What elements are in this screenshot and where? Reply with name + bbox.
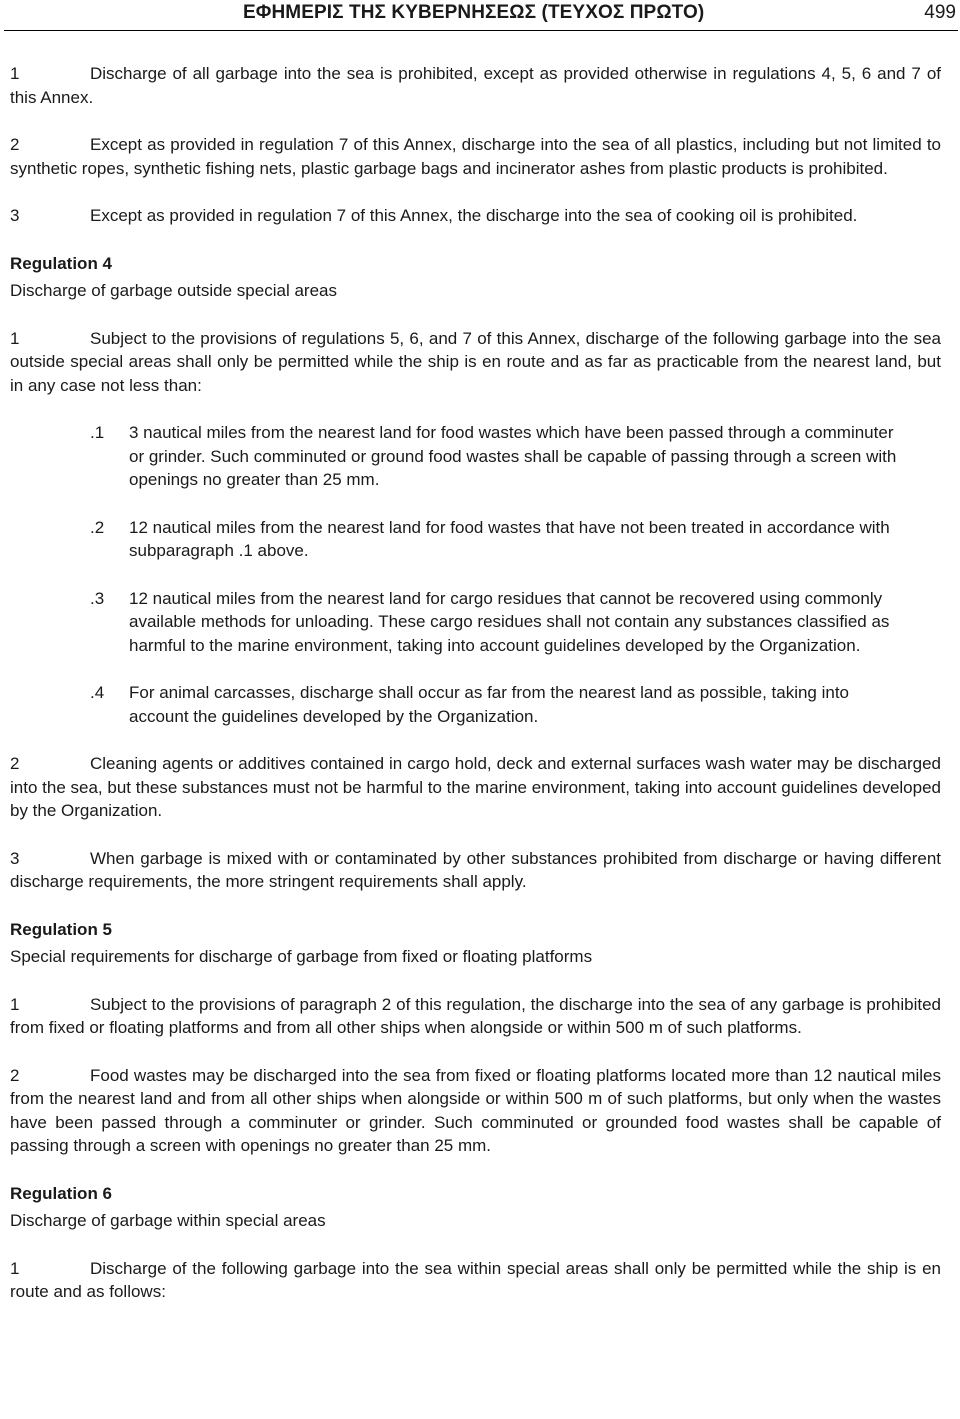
paragraph [10,133,941,180]
regulation-5-subtitle: Special requirements for discharge of garbage from fixed or floating platforms [10,947,593,966]
paragraph-number: 1 [10,994,20,1014]
paragraph-text: Except as provided in regulation 7 of this Annex, the discharge into the sea of cooking oil is prohibited. [90,206,858,225]
subparagraph-text: 12 nautical miles from the nearest land for food wastes that have not been treated in accordance with subparagraph .1 above. [129,517,890,560]
paragraph-number: 2 [10,135,20,154]
regulation-4-subtitle: Discharge of garbage outside special areas [10,281,337,300]
paragraph-text: Subject to the provisions of paragraph 2 of this regulation, the discharge into the sea of any garbage is prohibited from fixed or floating platforms and from all other ships when alongside or within 500 m of such platforms. [10,994,941,1037]
paragraph-number: 1 [10,64,20,83]
subparagraph-number: .1 [90,423,105,442]
regulation-6-subtitle: Discharge of garbage within special areas [10,1211,326,1230]
document-body [10,62,941,1304]
paragraph-number: 2 [10,754,20,773]
subparagraph [10,421,904,492]
paragraph [10,847,941,894]
paragraph-text: Subject to the provisions of regulations 5, 6, and 7 of this Annex, discharge of the following garbage into the sea outside special areas shall only be permitted while the ship is en route and as far as practicable from the nearest land, but in any case not less than: [10,328,941,395]
regulation-5-title: Regulation 5 [10,919,113,939]
paragraph [10,993,941,1040]
paragraph-number: 1 [10,328,20,348]
regulation-4-title: Regulation 4 [10,253,113,273]
subparagraph-text: 3 nautical miles from the nearest land for food wastes which have been passed through a comminuter or grinder. Such comminuted or ground food wastes shall be capable of passing through a screen with openings no greater than 25 mm. [129,423,897,489]
gazette-title: ΕΦΗΜΕΡΙΣ ΤΗΣ ΚΥΒΕΡΝΗΣΕΩΣ (ΤΕΥΧΟΣ ΠΡΩΤΟ) [243,2,705,23]
paragraph-text: Discharge of the following garbage into the sea within special areas shall only be permitted while the ship is en route and as follows: [10,1258,941,1301]
subparagraph [10,681,904,728]
paragraph-text: Discharge of all garbage into the sea is prohibited, except as provided otherwise in regulations 4, 5, 6 and 7 of this Annex. [10,64,941,107]
paragraph-text: When garbage is mixed with or contaminated by other substances prohibited from discharge or having different discharge requirements, the more stringent requirements shall apply. [10,848,941,891]
paragraph [10,204,941,228]
paragraph [10,62,941,109]
paragraph-number: 1 [10,1258,20,1278]
subparagraph [10,516,904,563]
subparagraph-number: .3 [90,588,105,608]
paragraph [10,1064,941,1158]
header-divider [4,30,958,31]
paragraph [10,1257,941,1304]
paragraph-text: Food wastes may be discharged into the sea from fixed or floating platforms located more than 12 nautical miles from the nearest land and from all other ships when alongside or within 500 m of such platforms, but only when the wastes have been passed through a comminuter or grinder. Such comminuted or grounded food wastes shall be capable of passing through a screen with openings no greater than 25 mm. [10,1065,941,1155]
subparagraph-text: 12 nautical miles from the nearest land for cargo residues that cannot be recovered using commonly available methods for unloading. These cargo residues shall not contain any substances classified as harmful to the marine environment, taking into account guidelines developed by the Organization. [129,588,890,655]
paragraph-text: Cleaning agents or additives contained in cargo hold, deck and external surfaces wash water may be discharged into the sea, but these substances must not be harmful to the marine environment, taking into account guidelines developed by the Organization. [10,754,941,820]
paragraph-number: 3 [10,848,20,868]
paragraph [10,327,941,398]
subparagraph-number: .4 [90,683,105,702]
subparagraph-number: .2 [90,517,105,537]
paragraph-text: Except as provided in regulation 7 of this Annex, discharge into the sea of all plastics, including but not limited to synthetic ropes, synthetic fishing nets, plastic garbage bags and incinerator ashes from plastic products is prohibited. [10,135,941,178]
paragraph [10,752,941,823]
page-header [0,0,960,30]
regulation-6-title: Regulation 6 [10,1183,113,1203]
paragraph-number: 3 [10,206,20,225]
page-number: 499 [924,2,956,23]
subparagraph-text: For animal carcasses, discharge shall occur as far from the nearest land as possible, taking into account the guidelines developed by the Organization. [129,683,850,726]
paragraph-number: 2 [10,1065,20,1085]
subparagraph [10,587,904,658]
